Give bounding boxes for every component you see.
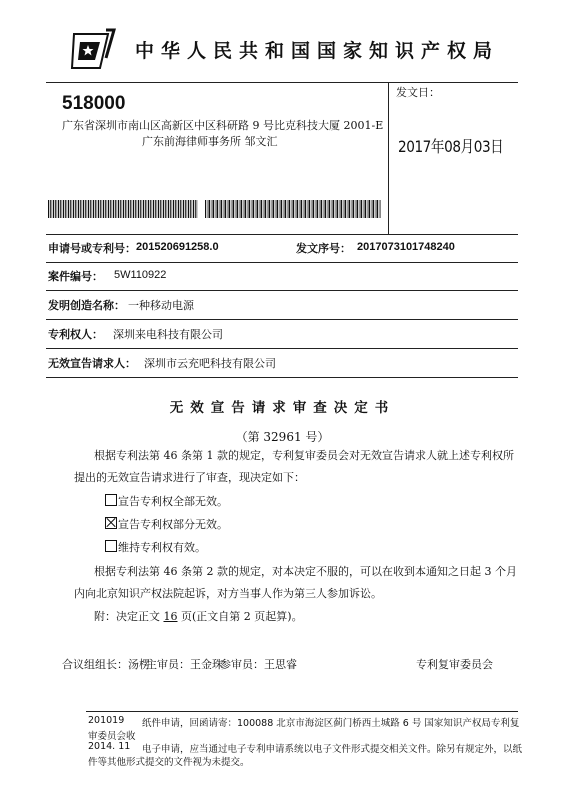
decision-number: （第 32961 号）	[235, 430, 330, 444]
divider	[46, 82, 518, 83]
divider	[46, 377, 518, 378]
form-note: 纸件申请，回函请寄：100088 北京市海淀区蓟门桥西土城路 6 号 国家知识产权局专利复	[142, 718, 520, 729]
para1-line2: 提出的无效宣告请求进行了审查，现决定如下：	[74, 471, 305, 484]
divider	[46, 348, 518, 349]
panel-member: 参审员：王思睿	[220, 658, 297, 671]
requester-label: 无效宣告请求人：	[48, 357, 136, 370]
doc-serial-label: 发文序号：	[296, 242, 351, 255]
checkbox	[105, 494, 117, 506]
app-no: 201520691258.0	[136, 241, 219, 253]
case-no: 5W110922	[114, 269, 167, 281]
patentee-label: 专利权人：	[48, 328, 103, 341]
electronic-note: 电子申请，应当通过电子专利申请系统以电子文件形式提交相关文件。除另有规定外，以纸	[142, 744, 523, 755]
para2-line2: 内向北京知识产权法院起诉，对方当事人作为第三人参加诉讼。	[74, 587, 382, 600]
divider	[46, 290, 518, 291]
review-committee: 专利复审委员会	[416, 658, 493, 671]
send-date-handwritten: 2017年08月03日	[398, 137, 504, 156]
option-invalid-all: 宣告专利权全部无效。	[105, 492, 228, 512]
invention-title: 一种移动电源	[128, 299, 194, 312]
attachment-note: 附：决定正文 16 页(正文自第 2 页起算)。	[94, 610, 303, 623]
electronic-note-cont: 件等其他形式提交的文件视为未提交。	[88, 757, 250, 768]
divider	[46, 262, 518, 263]
header-divider	[388, 82, 389, 234]
para2-line1: 根据专利法第 46 条第 2 款的规定，对本决定不服的，可以在收到本通知之日起 3 个月	[94, 565, 517, 578]
recipient-name: 广东前海律师事务所 邹文汇	[142, 135, 278, 148]
barcode-right	[205, 200, 381, 218]
form-note-cont: 审委员会收	[88, 731, 136, 742]
option-maintain-valid: 维持专利权有效。	[105, 538, 206, 558]
decision-title: 无效宣告请求审查决定书	[169, 400, 396, 416]
cnipa-logo	[70, 28, 116, 72]
footer-divider	[86, 711, 518, 712]
divider	[46, 319, 518, 320]
checkbox	[105, 540, 117, 552]
option-invalid-partial: 宣告专利权部分无效。	[105, 515, 228, 535]
para1-line1: 根据专利法第 46 条第 1 款的规定，专利复审委员会对无效宣告请求人就上述专利权所	[94, 449, 514, 462]
barcode-left	[48, 200, 198, 218]
edition: 2014. 11	[88, 741, 131, 752]
case-no-label: 案件编号：	[48, 270, 103, 283]
recipient-address: 广东省深圳市南山区高新区中区科研路 9 号比克科技大厦 2001-E	[62, 119, 384, 132]
form-code: 201019	[88, 715, 125, 726]
attachment-pages: 16	[163, 610, 178, 623]
checkbox-checked	[105, 517, 117, 529]
panel-leader: 合议组组长：汤楞	[62, 658, 150, 671]
requester: 深圳市云充吧科技有限公司	[144, 357, 276, 370]
agency-name: 中华人民共和国国家知识产权局	[135, 40, 500, 62]
app-no-label: 申请号或专利号：	[48, 242, 136, 255]
patentee: 深圳来电科技有限公司	[113, 328, 223, 341]
postcode: 518000	[62, 93, 126, 114]
panel-examiner: 主审员：王金珠	[146, 658, 223, 671]
divider	[46, 234, 518, 235]
doc-serial: 2017073101748240	[357, 241, 455, 253]
send-date-label: 发文日：	[396, 86, 440, 99]
invention-label: 发明创造名称：	[48, 299, 125, 312]
